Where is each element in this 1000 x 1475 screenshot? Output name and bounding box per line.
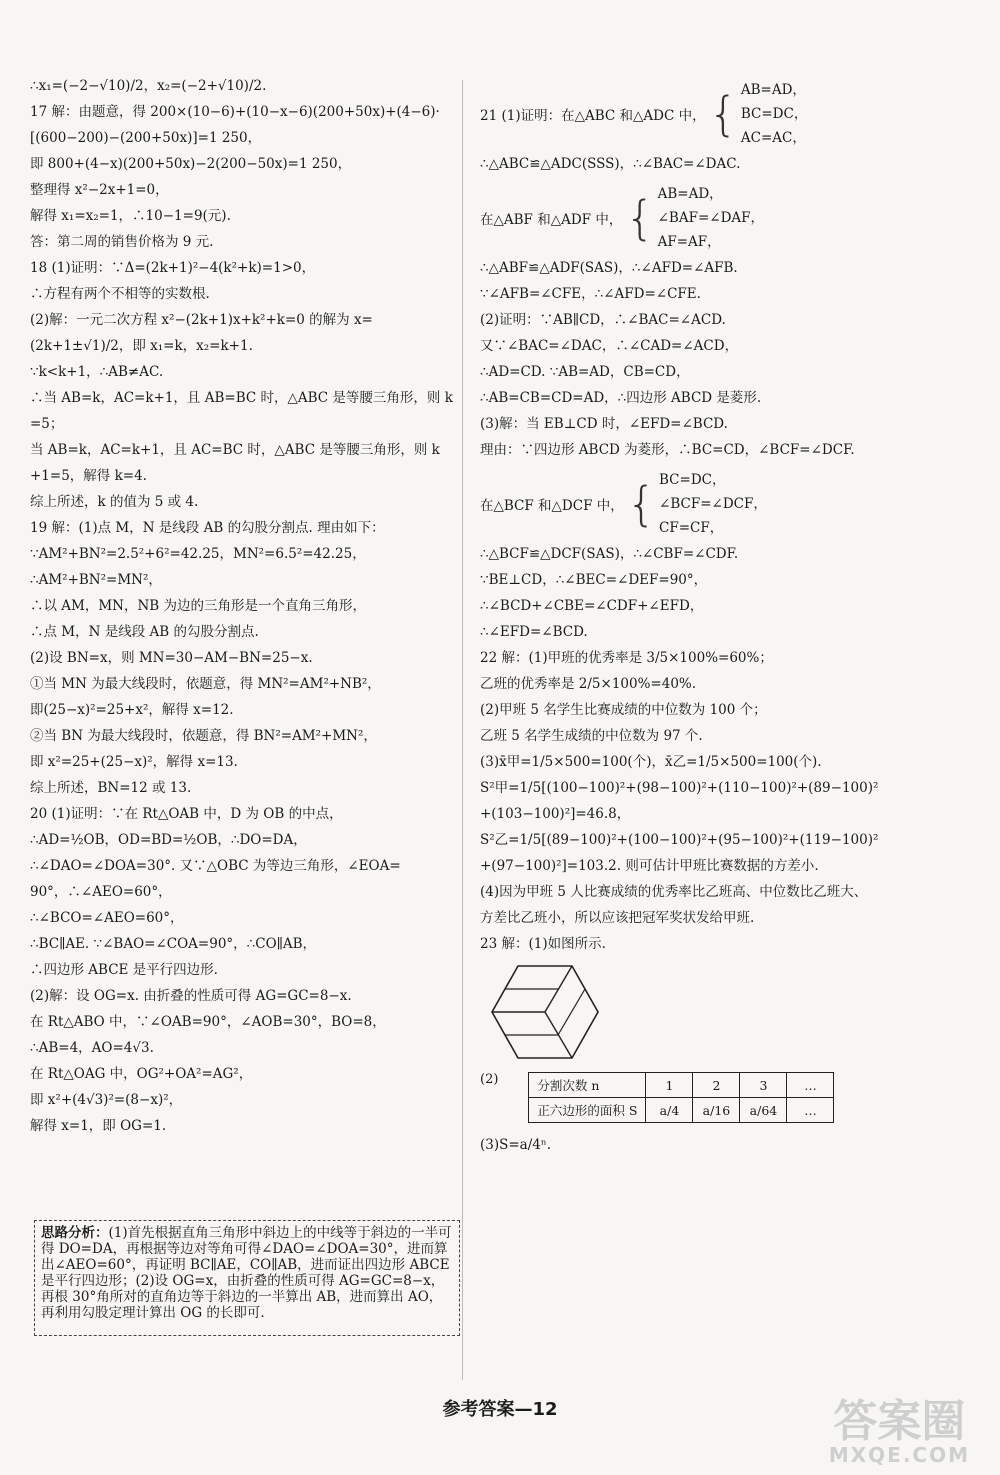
answer-line: 当 AB=k，AC=k+1，且 AC=BC 时，△ABC 是等腰三角形，则 k <box>30 442 440 458</box>
page-footer: 参考答案—12 <box>442 1399 558 1420</box>
answer-line: +(97−100)²]=103.2. 则可估计甲班比赛数据的方差小. <box>480 858 819 874</box>
answer-line: 在 Rt△ABO 中，∵∠OAB=90°，∠AOB=30°，BO=8， <box>30 1014 386 1030</box>
q21-system-2 <box>480 182 980 254</box>
hint-box <box>34 1220 460 1336</box>
answer-line: 综上所述，BN=12 或 13. <box>30 780 192 796</box>
answer-line: ∴AD=CD. ∵AB=AD，CB=CD， <box>480 364 690 380</box>
answer-line: ∴四边形 ABCE 是平行四边形. <box>30 962 218 978</box>
table-label: (2) <box>480 1072 499 1087</box>
answer-line: 23 解：(1)如图所示. <box>480 936 606 952</box>
table-row <box>529 1098 834 1123</box>
brace-item: AB=AD， <box>657 186 723 202</box>
answer-line: (4)因为甲班 5 人比赛成绩的优秀率比乙班高、中位数比乙班大、 <box>480 884 868 900</box>
brace-items <box>659 468 767 540</box>
answer-line: ∴x₁=(−2−√10)/2，x₂=(−2+√10)/2. <box>30 78 267 94</box>
answer-line: 解得 x=1，即 OG=1. <box>30 1118 167 1134</box>
answer-line: S²乙=1/5[(89−100)²+(100−100)²+(95−100)²+(119−100)² <box>480 832 879 848</box>
answer-line: ∴△ABF≌△ADF(SAS)，∴∠AFD=∠AFB. <box>480 260 738 276</box>
answer-block <box>480 650 980 952</box>
answer-line: ∴∠DAO=∠DOA=30°. 又∵△OBC 为等边三角形，∠EOA= <box>30 858 401 874</box>
answer-line: (2)解：设 OG=x. 由折叠的性质可得 AG=GC=8−x. <box>30 988 352 1004</box>
answer-line: 综上所述，k 的值为 5 或 4. <box>30 494 199 510</box>
answer-line: 90°，∴∠AEO=60°， <box>30 884 172 900</box>
answer-line: ∴AM²+BN²=MN²， <box>30 572 162 588</box>
table-row <box>529 1073 834 1098</box>
table-cell: 正六边形的面积 S <box>529 1098 646 1123</box>
answer-line: [(600−200)−(200+50x)]=1 250， <box>30 130 262 146</box>
brace-item: BC=DC， <box>659 472 726 488</box>
answer-line: (2k+1±√1)/2，即 x₁=k，x₂=k+1. <box>30 338 253 354</box>
system-head: 在△ABF 和△ADF 中， <box>480 212 623 228</box>
answer-line: ∴AB=CB=CD=AD，∴四边形 ABCD 是菱形. <box>480 390 762 406</box>
answer-line: ②当 BN 为最大线段时，依题意，得 BN²=AM²+MN²， <box>30 728 377 744</box>
answer-line: ∴以 AM，MN，NB 为边的三角形是一个直角三角形， <box>30 598 367 614</box>
answer-line: 解得 x₁=x₂=1，∴10−1=9(元). <box>30 208 231 224</box>
answer-line: +1=5，解得 k=4. <box>30 468 147 484</box>
answer-line: 即 800+(4−x)(200+50x)−2(200−50x)=1 250， <box>30 156 352 172</box>
answer-line: ∴∠EFD=∠BCD. <box>480 624 588 640</box>
answer-line: ①当 MN 为最大线段时，依题意，得 MN²=AM²+NB²， <box>30 676 381 692</box>
answer-block <box>480 546 980 640</box>
brace-item: AF=AF， <box>657 234 721 250</box>
answer-line: 答：第二周的销售价格为 9 元. <box>30 234 214 250</box>
watermark-logo <box>828 1396 970 1467</box>
answer-line: ∴AB=4，AO=4√3. <box>30 1040 154 1056</box>
answer-line: ∴∠BCO=∠AEO=60°， <box>30 910 184 926</box>
answer-block <box>480 260 980 458</box>
table-cell: … <box>787 1073 834 1098</box>
answer-line: S²甲=1/5[(100−100)²+(98−100)²+(110−100)²+(89−100)² <box>480 780 879 796</box>
answer-line: 整理得 x²−2x+1=0， <box>30 182 169 198</box>
table-cell: a/4 <box>646 1098 693 1123</box>
watermark-sub: MXQE.COM <box>828 1443 970 1467</box>
table-cell: 1 <box>646 1073 693 1098</box>
answer-line: ∵AM²+BN²=2.5²+6²=42.25，MN²=6.5²=42.25， <box>30 546 366 562</box>
table-cell: 2 <box>693 1073 740 1098</box>
brace-icon: { <box>708 87 738 141</box>
brace-item: BC=DC， <box>740 106 808 122</box>
hexagon-figure <box>490 962 600 1062</box>
answer-line: ∴当 AB=k，AC=k+1，且 AB=BC 时，△ABC 是等腰三角形，则 k <box>30 390 453 406</box>
hint-label: 思路分析： <box>41 1225 109 1241</box>
column-divider <box>462 80 463 1380</box>
answer-line: ∴AD=½OB，OD=BD=½OB，∴DO=DA， <box>30 832 307 848</box>
answer-line: 方差比乙班小，所以应该把冠军奖状发给甲班. <box>480 910 755 926</box>
answer-line: (2)设 BN=x，则 MN=30−AM−BN=25−x. <box>30 650 313 666</box>
left-column <box>30 78 460 1144</box>
answer-line: 即 x²+(4√3)²=(8−x)²， <box>30 1092 183 1108</box>
answer-line: (2)甲班 5 名学生比赛成绩的中位数为 100 个； <box>480 702 767 718</box>
table-cell: … <box>787 1098 834 1123</box>
answer-line: ∵k<k+1，∴AB≠AC. <box>30 364 164 380</box>
area-table <box>528 1072 834 1123</box>
brace-item: AB=AD， <box>740 82 806 98</box>
answer-line: 在 Rt△OAG 中，OG²+OA²=AG²， <box>30 1066 253 1082</box>
table-cell: 3 <box>740 1073 787 1098</box>
q21-system-3 <box>480 468 980 540</box>
answer-line: 又∵∠BAC=∠DAC，∴∠CAD=∠ACD， <box>480 338 739 354</box>
q21-system-1 <box>480 78 980 150</box>
answer-line: ∴方程有两个不相等的实数根. <box>30 286 210 302</box>
answer-line: 19 解：(1)点 M，N 是线段 AB 的勾股分割点. 理由如下： <box>30 520 385 536</box>
brace-item: AC=AC， <box>740 130 806 146</box>
answer-line: (2)证明：∵AB∥CD，∴∠BAC=∠ACD. <box>480 312 726 328</box>
answer-line: 乙班的优秀率是 2/5×100%=40%. <box>480 676 697 692</box>
answer-line: =5； <box>30 416 64 432</box>
table-cell: a/64 <box>740 1098 787 1123</box>
q23-table-wrap <box>480 1072 980 1123</box>
table-cell: a/16 <box>693 1098 740 1123</box>
answer-line: 18 (1)证明：∵Δ=(2k+1)²−4(k²+k)=1>0， <box>30 260 316 276</box>
answer-line: ∵∠AFB=∠CFE，∴∠AFD=∠CFE. <box>480 286 701 302</box>
hexagon-icon <box>490 962 600 1062</box>
answer-line: 20 (1)证明：∵在 Rt△OAB 中，D 为 OB 的中点， <box>30 806 343 822</box>
answer-line: ∴△BCF≌△DCF(SAS)，∴∠CBF=∠CDF. <box>480 546 739 562</box>
answer-line: 17 解：由题意，得 200×(10−6)+(10−x−6)(200+50x)+(4−6)· <box>30 104 440 120</box>
right-column <box>480 78 980 1163</box>
brace-item: ∠BCF=∠DCF， <box>659 496 767 512</box>
answer-line: 理由：∵四边形 ABCD 为菱形，∴BC=CD，∠BCF=∠DCF. <box>480 442 855 458</box>
table-cell: 分割次数 n <box>529 1073 646 1098</box>
brace-item: CF=CF， <box>659 520 724 536</box>
answer-line: 即 x²=25+(25−x)²，解得 x=13. <box>30 754 238 770</box>
answer-line: (3)解：当 EB⊥CD 时，∠EFD=∠BCD. <box>480 416 728 432</box>
q21-head: 21 (1)证明：在△ABC 和△ADC 中， <box>480 108 706 124</box>
answer-line: (2)解：一元二次方程 x²−(2k+1)x+k²+k=0 的解为 x= <box>30 312 373 328</box>
hint-text: (1)首先根据直角三角形中斜边上的中线等于斜边的一半可得 DO=DA，再根据等边对等角可得∠DAO=∠DOA=30°，进而算出∠AEO=60°，再证明 BC∥AE，CO∥AB，进而证出四边形 ABCE 是平行四边形；(2)设 OG=x，由折叠的性质可得 AG=GC=8−x，再根 30°角所对的直角边等于斜边的一半算出 AB，进而算出 AO，再利用勾股定理计算出 OG 的长即可. <box>41 1225 452 1321</box>
system-head: 在△BCF 和△DCF 中， <box>480 498 624 514</box>
watermark-main: 答案圈 <box>833 1396 966 1447</box>
answer-line: +(103−100)²]=46.8， <box>480 806 631 822</box>
answer-line: ∴BC∥AE. ∵∠BAO=∠COA=90°，∴CO∥AB， <box>30 936 317 952</box>
answer-line: 乙班 5 名学生成绩的中位数为 97 个. <box>480 728 703 744</box>
answer-line: (3)x̄甲=1/5×500=100(个)，x̄乙=1/5×500=100(个). <box>480 754 822 770</box>
brace-item: ∠BAF=∠DAF， <box>657 210 765 226</box>
brace-icon: { <box>626 477 657 531</box>
answer-line: 22 解：(1)甲班的优秀率是 3/5×100%=60%； <box>480 650 773 666</box>
answer-line: ∴∠BCD+∠CBE=∠CDF+∠EFD， <box>480 598 704 614</box>
answer-line: 即(25−x)²=25+x²，解得 x=12. <box>30 702 234 718</box>
answer-line: ∴点 M，N 是线段 AB 的勾股分割点. <box>30 624 259 640</box>
brace-items <box>741 78 807 150</box>
answer-line: ∵BE⊥CD，∴∠BEC=∠DEF=90°， <box>480 572 708 588</box>
brace-items <box>658 182 764 254</box>
answer-line: (3)S=a/4ⁿ. <box>480 1137 552 1153</box>
brace-icon: { <box>625 191 655 245</box>
answer-line: ∴△ABC≌△ADC(SSS)，∴∠BAC=∠DAC. <box>480 156 741 172</box>
